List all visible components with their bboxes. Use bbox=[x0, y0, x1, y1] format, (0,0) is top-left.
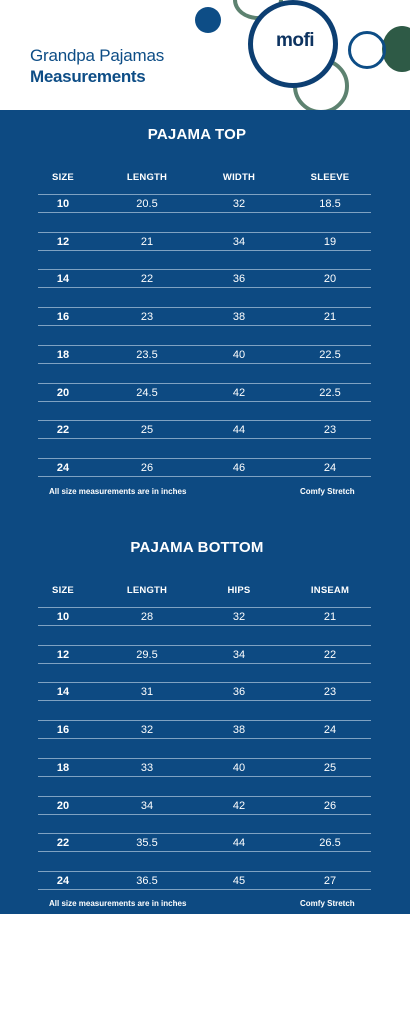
measurement-cell: 22 bbox=[323, 648, 337, 661]
row-divider bbox=[38, 645, 371, 646]
measurement-cell: 24 bbox=[323, 724, 337, 737]
size-cell: 10 bbox=[56, 611, 70, 623]
measurement-cell: 44 bbox=[232, 837, 246, 850]
size-cell: 20 bbox=[56, 386, 70, 399]
row-divider bbox=[38, 420, 371, 421]
size-cell: 22 bbox=[56, 424, 70, 437]
measurement-cell: 28 bbox=[140, 611, 154, 623]
row-divider bbox=[38, 438, 371, 439]
measurement-cell: 24 bbox=[323, 461, 337, 474]
measurement-cell: 21 bbox=[140, 235, 154, 248]
footnote-units: All size measurements are in inches bbox=[49, 487, 187, 496]
measurement-cell: 22 bbox=[140, 273, 154, 286]
size-cell: 18 bbox=[56, 348, 70, 361]
row-divider bbox=[38, 287, 371, 288]
row-divider bbox=[38, 325, 371, 326]
measurement-cell: 25 bbox=[140, 424, 154, 437]
row-divider bbox=[38, 194, 371, 195]
row-divider bbox=[38, 738, 371, 739]
column-header: SLEEVE bbox=[310, 172, 350, 183]
decorative-disc bbox=[382, 26, 410, 72]
row-divider bbox=[38, 212, 371, 213]
table-title: PAJAMA TOP bbox=[147, 126, 247, 143]
page-title-line1: Grandpa Pajamas bbox=[30, 46, 165, 65]
size-cell: 18 bbox=[56, 761, 70, 774]
measurement-cell: 23 bbox=[140, 311, 154, 324]
decorative-dot bbox=[195, 7, 221, 33]
table-title: PAJAMA BOTTOM bbox=[130, 539, 264, 556]
measurement-cell: 32 bbox=[232, 611, 246, 623]
row-divider bbox=[38, 833, 371, 834]
size-cell: 16 bbox=[56, 724, 70, 737]
row-divider bbox=[38, 758, 371, 759]
row-divider bbox=[38, 383, 371, 384]
size-cell: 10 bbox=[56, 198, 70, 210]
measurement-cell: 21 bbox=[323, 611, 337, 623]
measurement-cell: 22.5 bbox=[319, 386, 341, 399]
footnote-fit: Comfy Stretch bbox=[300, 899, 355, 908]
size-chart-panel bbox=[0, 110, 410, 914]
column-header: SIZE bbox=[52, 585, 74, 596]
size-cell: 24 bbox=[56, 874, 70, 887]
measurement-cell: 44 bbox=[232, 424, 246, 437]
measurement-cell: 27 bbox=[323, 874, 337, 887]
measurement-cell: 23 bbox=[323, 424, 337, 437]
column-header: SIZE bbox=[52, 172, 74, 183]
measurement-cell: 40 bbox=[232, 761, 246, 774]
row-divider bbox=[38, 663, 371, 664]
size-cell: 12 bbox=[56, 648, 70, 661]
measurement-cell: 32 bbox=[232, 198, 246, 210]
measurement-cell: 31 bbox=[140, 686, 154, 699]
column-header: WIDTH bbox=[222, 172, 256, 183]
column-header: INSEAM bbox=[310, 585, 350, 596]
measurement-cell: 34 bbox=[140, 799, 154, 812]
measurement-cell: 19 bbox=[323, 235, 337, 248]
row-divider bbox=[38, 700, 371, 701]
measurement-cell: 38 bbox=[232, 311, 246, 324]
row-divider bbox=[38, 889, 371, 890]
measurement-cell: 35.5 bbox=[136, 837, 158, 850]
row-divider bbox=[38, 796, 371, 797]
measurement-cell: 40 bbox=[232, 348, 246, 361]
column-header: LENGTH bbox=[126, 172, 168, 183]
size-cell: 22 bbox=[56, 837, 70, 850]
row-divider bbox=[38, 776, 371, 777]
row-divider bbox=[38, 625, 371, 626]
footnote-units: All size measurements are in inches bbox=[49, 899, 187, 908]
measurement-cell: 46 bbox=[232, 461, 246, 474]
measurement-cell: 36.5 bbox=[136, 874, 158, 887]
measurement-cell: 29.5 bbox=[136, 648, 158, 661]
row-divider bbox=[38, 363, 371, 364]
measurement-cell: 22.5 bbox=[319, 348, 341, 361]
row-divider bbox=[38, 250, 371, 251]
row-divider bbox=[38, 307, 371, 308]
row-divider bbox=[38, 269, 371, 270]
measurement-cell: 21 bbox=[323, 311, 337, 324]
brand-logo: mofi bbox=[275, 30, 315, 51]
measurement-cell: 26 bbox=[140, 461, 154, 474]
row-divider bbox=[38, 720, 371, 721]
page-title-line2: Measurements bbox=[30, 67, 146, 86]
measurement-cell: 42 bbox=[232, 799, 246, 812]
row-divider bbox=[38, 871, 371, 872]
row-divider bbox=[38, 607, 371, 608]
measurement-cell: 38 bbox=[232, 724, 246, 737]
measurement-cell: 18.5 bbox=[319, 198, 341, 210]
measurement-cell: 33 bbox=[140, 761, 154, 774]
measurement-cell: 34 bbox=[232, 235, 246, 248]
row-divider bbox=[38, 814, 371, 815]
measurement-cell: 36 bbox=[232, 273, 246, 286]
size-cell: 24 bbox=[56, 461, 70, 474]
measurement-cell: 23.5 bbox=[136, 348, 158, 361]
measurement-cell: 20.5 bbox=[136, 198, 158, 210]
size-cell: 20 bbox=[56, 799, 70, 812]
row-divider bbox=[38, 851, 371, 852]
row-divider bbox=[38, 345, 371, 346]
row-divider bbox=[38, 401, 371, 402]
footnote-fit: Comfy Stretch bbox=[300, 487, 355, 496]
measurement-cell: 24.5 bbox=[136, 386, 158, 399]
measurement-cell: 25 bbox=[323, 761, 337, 774]
page-header bbox=[0, 0, 410, 110]
measurement-cell: 23 bbox=[323, 686, 337, 699]
measurement-cell: 26 bbox=[323, 799, 337, 812]
column-header: HIPS bbox=[227, 585, 251, 596]
column-header: LENGTH bbox=[126, 585, 168, 596]
size-cell: 16 bbox=[56, 311, 70, 324]
size-cell: 14 bbox=[56, 273, 70, 286]
size-cell: 14 bbox=[56, 686, 70, 699]
measurement-cell: 34 bbox=[232, 648, 246, 661]
measurement-cell: 32 bbox=[140, 724, 154, 737]
row-divider bbox=[38, 682, 371, 683]
decorative-ring bbox=[348, 31, 386, 69]
measurement-cell: 26.5 bbox=[319, 837, 341, 850]
row-divider bbox=[38, 476, 371, 477]
row-divider bbox=[38, 232, 371, 233]
measurement-cell: 20 bbox=[323, 273, 337, 286]
measurement-cell: 36 bbox=[232, 686, 246, 699]
measurement-cell: 42 bbox=[232, 386, 246, 399]
size-cell: 12 bbox=[56, 235, 70, 248]
row-divider bbox=[38, 458, 371, 459]
measurement-cell: 45 bbox=[232, 874, 246, 887]
